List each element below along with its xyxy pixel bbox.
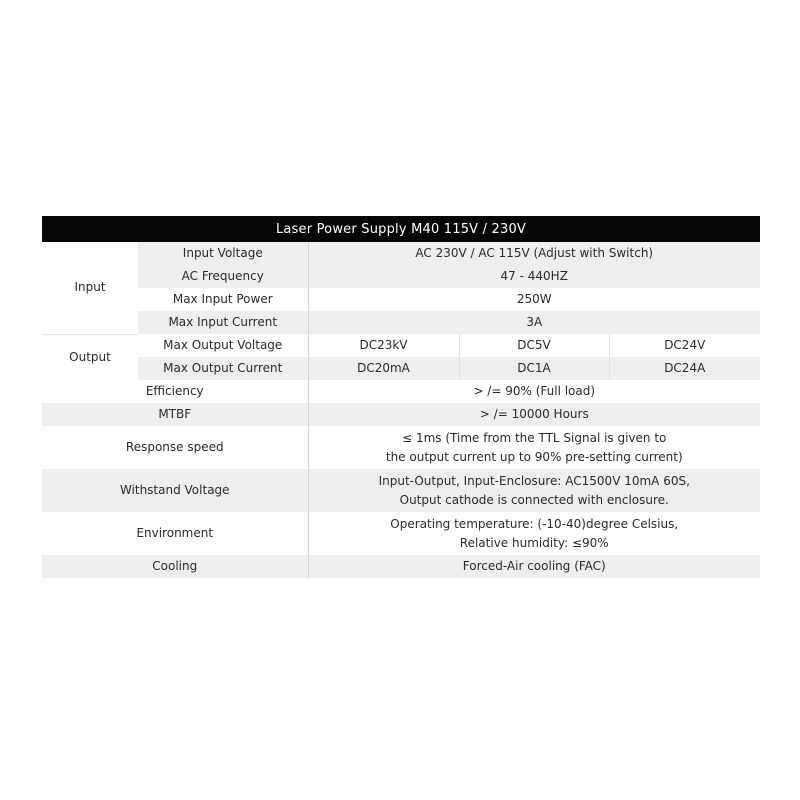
row-label: Efficiency xyxy=(42,380,308,403)
row-label: Max Output Current xyxy=(138,357,308,380)
row-value: 3A xyxy=(308,311,760,334)
table-title: Laser Power Supply M40 115V / 230V xyxy=(42,216,760,242)
row-value xyxy=(308,403,760,426)
row-value: DC1A xyxy=(459,357,609,380)
row-label: AC Frequency xyxy=(138,265,308,288)
row-value: DC20mA xyxy=(308,357,459,380)
table-row xyxy=(42,403,760,426)
row-label: Response speed xyxy=(42,426,308,469)
row-value xyxy=(308,512,760,555)
row-value: DC23kV xyxy=(308,334,459,357)
output-group-label: Output xyxy=(42,334,138,380)
row-value: DC5V xyxy=(459,334,609,357)
value-line: > /= 90% (Full load) xyxy=(473,384,596,398)
row-label: Max Output Voltage xyxy=(138,334,308,357)
table-row xyxy=(42,288,760,311)
table-title-row xyxy=(42,216,760,242)
table-row xyxy=(42,426,760,469)
input-group-label: Input xyxy=(42,242,138,334)
value-line: ≤ 1ms (Time from the TTL Signal is given to xyxy=(402,430,667,445)
row-value xyxy=(308,469,760,512)
row-label: Environment xyxy=(42,512,308,555)
row-value xyxy=(308,380,760,403)
row-value xyxy=(308,426,760,469)
table-row xyxy=(42,357,760,380)
table-row xyxy=(42,512,760,555)
table-row xyxy=(42,265,760,288)
spec-table xyxy=(42,216,760,578)
row-value xyxy=(308,555,760,578)
row-value: 47 - 440HZ xyxy=(308,265,760,288)
value-line: Relative humidity: ≤90% xyxy=(459,535,609,550)
table-row xyxy=(42,380,760,403)
table-row xyxy=(42,555,760,578)
row-label: MTBF xyxy=(42,403,308,426)
table-row xyxy=(42,469,760,512)
value-line: Input-Output, Input-Enclosure: AC1500V 10mA 60S, xyxy=(378,473,690,488)
row-value: DC24A xyxy=(609,357,760,380)
value-line: Forced-Air cooling (FAC) xyxy=(462,559,606,573)
row-label: Max Input Current xyxy=(138,311,308,334)
table-row xyxy=(42,334,760,357)
row-value: DC24V xyxy=(609,334,760,357)
value-line: Operating temperature: (-10-40)degree Celsius, xyxy=(390,516,679,531)
value-line: the output current up to 90% pre-setting current) xyxy=(385,449,683,464)
row-label: Withstand Voltage xyxy=(42,469,308,512)
table-row xyxy=(42,242,760,265)
row-value: AC 230V / AC 115V (Adjust with Switch) xyxy=(308,242,760,265)
value-line: > /= 10000 Hours xyxy=(479,407,589,421)
row-label: Input Voltage xyxy=(138,242,308,265)
row-label: Max Input Power xyxy=(138,288,308,311)
row-label: Cooling xyxy=(42,555,308,578)
row-value: 250W xyxy=(308,288,760,311)
table-row xyxy=(42,311,760,334)
value-line: Output cathode is connected with enclosure. xyxy=(399,492,669,507)
